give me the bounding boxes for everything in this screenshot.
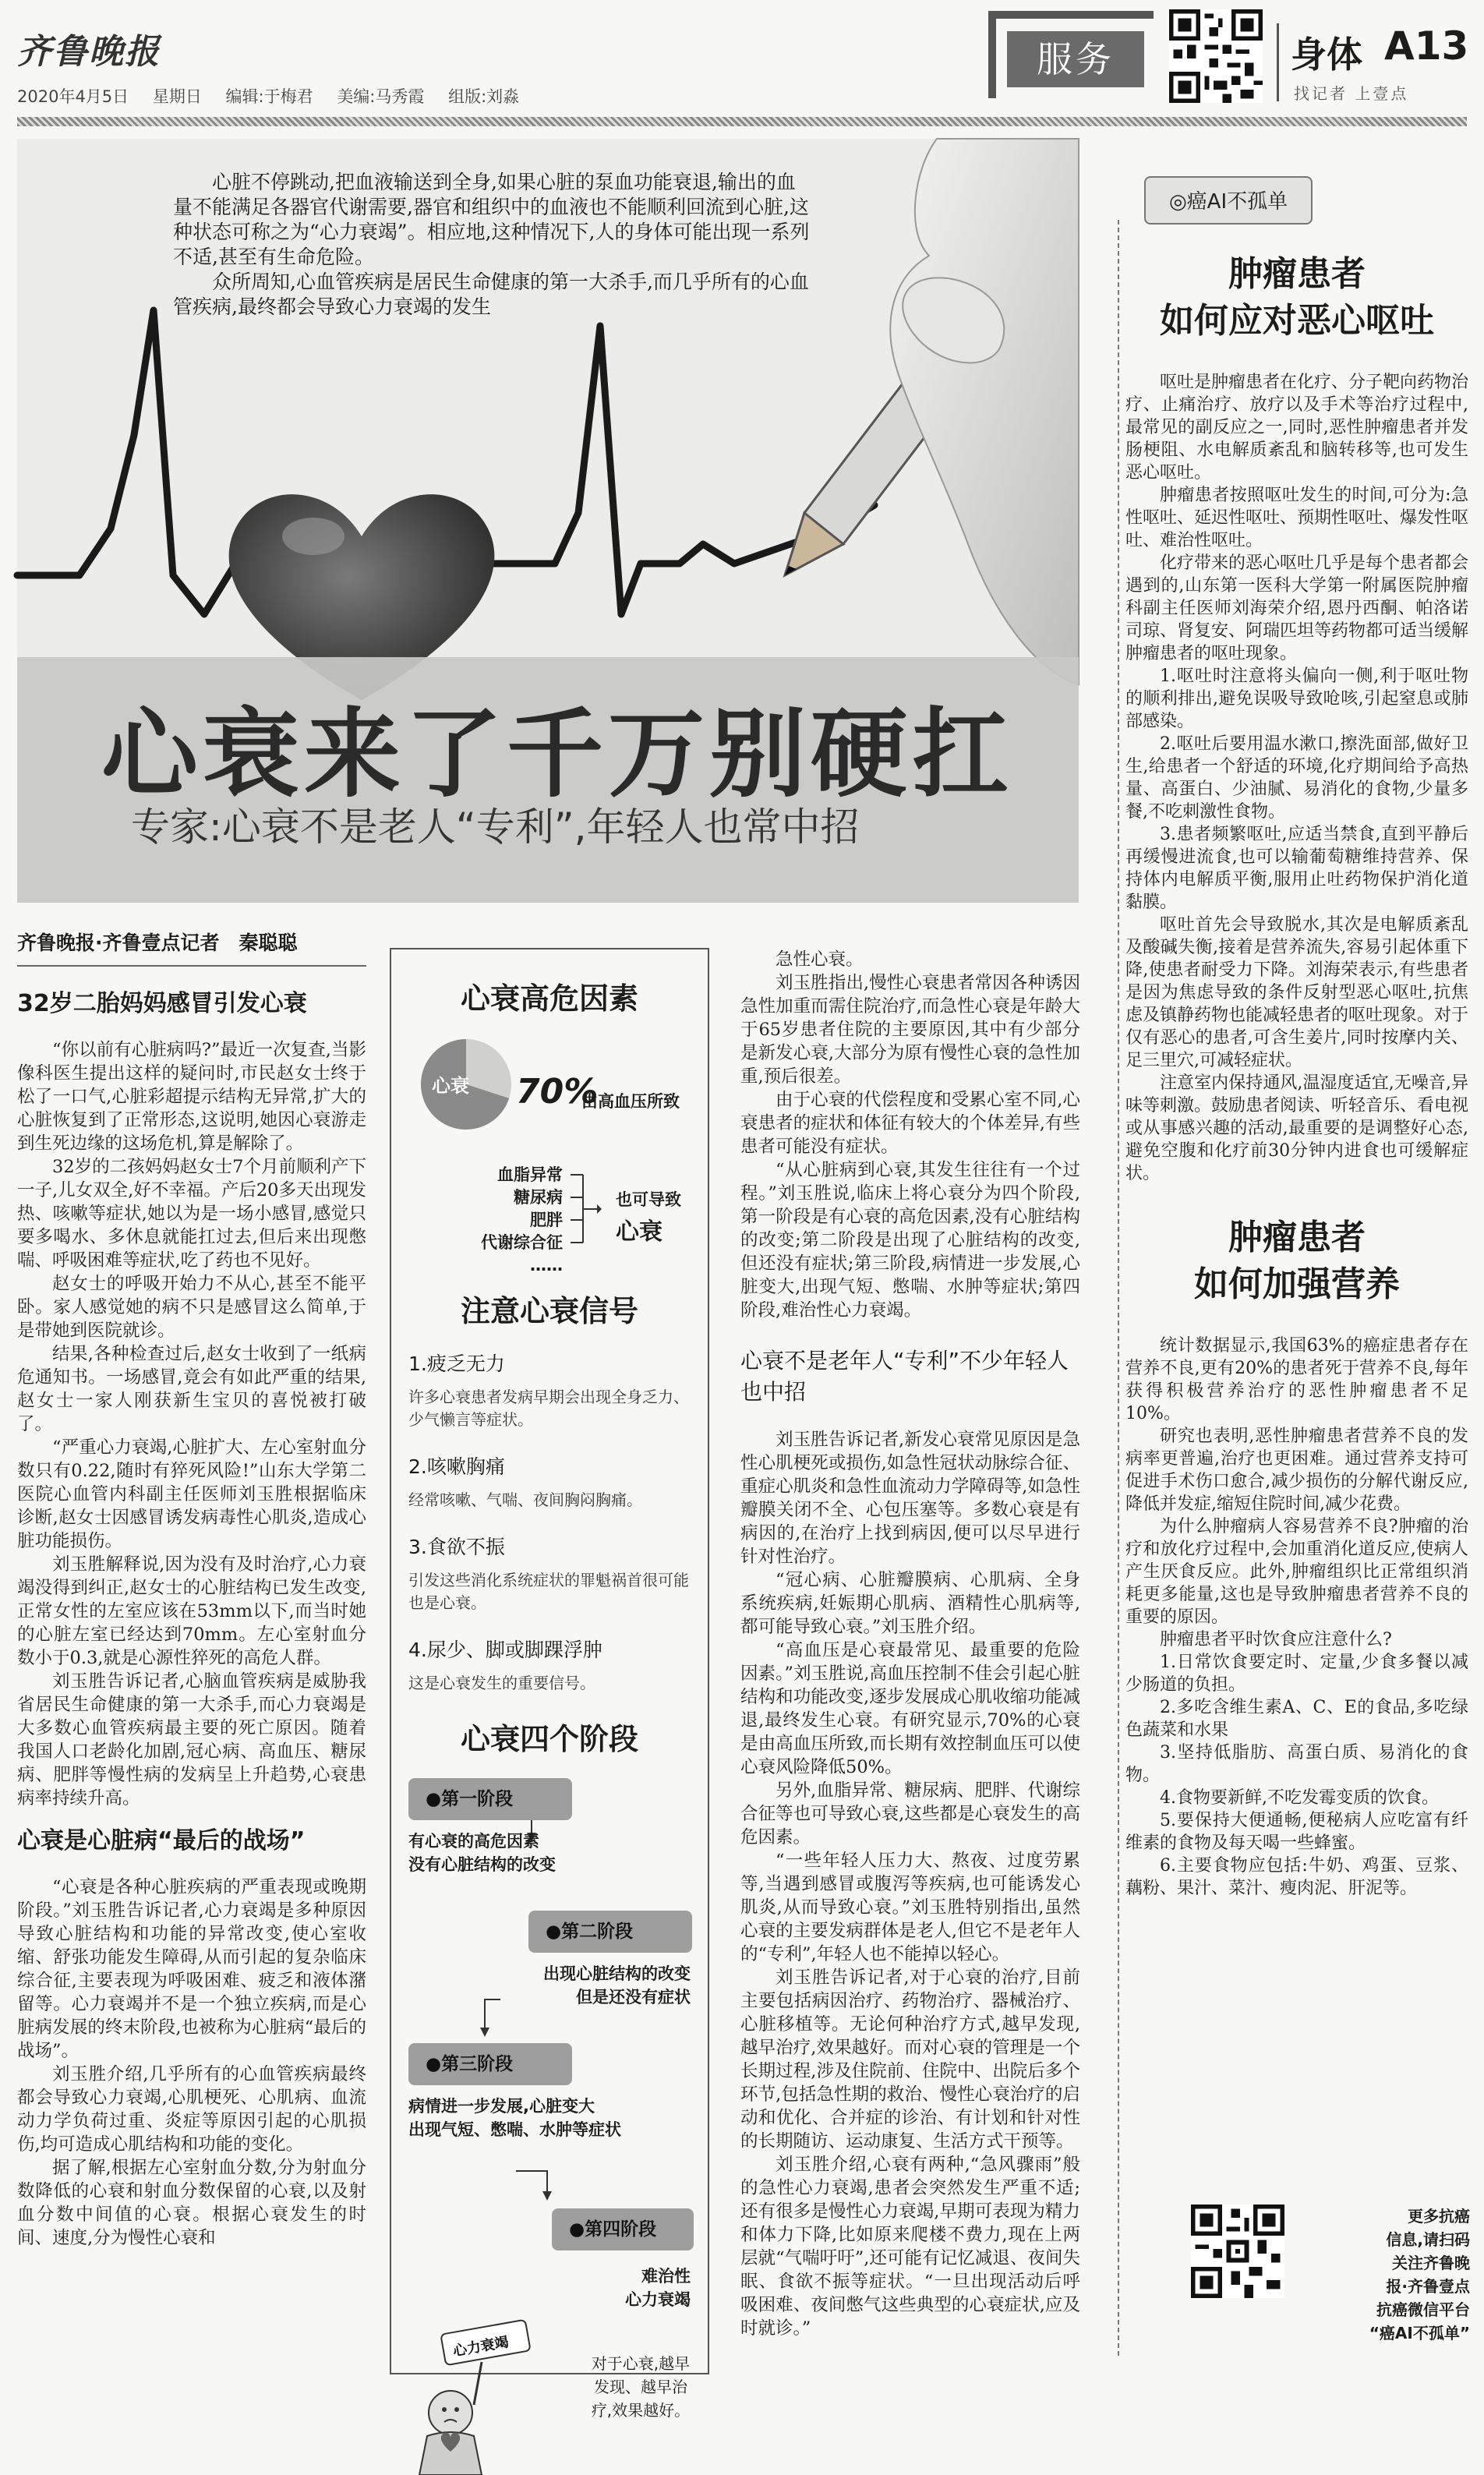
sidebar-body-2: [1125, 1335, 1468, 1900]
stage-4-desc-1: 难治性: [641, 2267, 691, 2286]
infographic-box: [390, 948, 709, 2420]
paragraph: 呕吐首先会导致脱水,其次是电解质紊乱及酸碱失衡,接着是营养流失,容易引起体重下降,使患者耐受力下降。刘海荣表示,有些患者是因为焦虑导致的条件反射型恶心呕吐,抗焦虑及镇静药物也能减轻患者的呕吐现象。对于仅有恶心的患者,可含生姜片,同时按摩内关、足三里穴,可减轻症状。: [1125, 915, 1469, 1070]
paragraph: 3.坚持低脂肪、高蛋白质、易消化的食物。: [1125, 1743, 1468, 1785]
issue-date: 2020年4月5日: [17, 87, 129, 106]
hero-intro-para: 心脏不停跳动,把血液输送到全身,如果心脏的泵血功能衰退,输出的血量不能满足各器官代谢需要,器官和组织中的血液也不能顺利回流到心脏,这种状态可称之为“心力衰竭”。相应地,这种情况下,人的身体可能出现一系列不适,甚至有生命危险。: [173, 171, 810, 268]
editor-credit: 编辑:于梅君: [225, 87, 313, 106]
paragraph: 2.多吃含维生素A、C、E的食品,多吃绿色蔬菜和水果: [1125, 1698, 1468, 1740]
bracket-arrow-icon: [571, 1164, 602, 1281]
promo-text: [1298, 2205, 1470, 2345]
page-section-name: 身体: [1291, 34, 1362, 76]
paragraph: 肿瘤患者按照呕吐发生的时间,可分为:急性呕吐、延迟性呕吐、预期性呕吐、爆发性呕吐、难治性呕吐。: [1125, 486, 1469, 550]
paragraph: 化疗带来的恶心呕吐几乎是每个患者都会遇到的,山东第一医科大学第一附属医院肿瘤科副主任医师刘海荣介绍,恩丹西酮、帕洛诺司琼、肾复安、阿瑞匹坦等药物都可适当缓解肿瘤患者的呕吐现象。: [1125, 553, 1469, 663]
stage-1-pill: ●第一阶段: [408, 1778, 572, 1820]
promo-line: 更多抗癌: [1408, 2207, 1470, 2226]
paragraph: “你以前有心脏病吗?”最近一次复查,当影像科医生提出这样的疑问时,市民赵女士终于松了一口气,心脏彩超提示结构无异常,扩大的心脏恢复到了正常形态,这说明,她因心衰游走到生死边缘的这场危机,算是解除了。: [17, 1040, 366, 1154]
stage-3-pill: ●第三阶段: [408, 2043, 572, 2085]
article-body: [740, 948, 1080, 1322]
main-subheadline: 专家:心衰不是老人“专利”,年轻人也常中招: [131, 804, 860, 850]
wechat-promo: [1191, 2205, 1468, 2360]
promo-line: 报·齐鲁壹点: [1386, 2277, 1470, 2296]
paragraph: “心衰是各种心脏疾病的严重表现或晚期阶段。”刘玉胜告诉记者,心力衰竭是多种原因导致心脏结构和功能的异常改变,使心室收缩、舒张功能发生障碍,从而引起的复杂临床综合征,主要表现为呼吸困难、疲乏和液体潴留等。心力衰竭并不是一个独立疾病,而是心脏病发展的终末阶段,也被称为心脏病“最后的战场”。: [17, 1877, 366, 2061]
paragraph: “严重心力衰竭,心脏扩大、左心室射血分数只有0.22,随时有猝死风险!”山东大学第二医院心血管内科副主任医师刘玉胜根据临床诊断,赵女士因感冒诱发病毒性心肌炎,造成心脏功能损伤。: [17, 1437, 366, 1551]
stage-2-pill: ●第二阶段: [528, 1911, 692, 1953]
stage-1-desc-1: 有心衰的高危因素: [408, 1832, 539, 1851]
warning-sign-item: [391, 1532, 708, 1614]
middle-column: [740, 948, 1080, 2340]
paragraph: 统计数据显示,我国63%的癌症患者存在营养不良,更有20%的患者死于营养不良,每年获得积极营养治疗的恶性肿瘤患者不足10%。: [1125, 1336, 1468, 1423]
hero-intro-para: 众所周知,心血管疾病是居民生命健康的第一大杀手,而几乎所有的心血管疾病,最终都会导致心力衰竭的发生: [173, 270, 809, 318]
promo-line: 信息,请扫码: [1386, 2230, 1470, 2249]
stages-conclusion: 对于心衰,越早发现、越早治疗,效果越好。: [591, 2354, 691, 2420]
byline: 齐鲁晚报·齐鲁壹点记者 秦聪聪: [17, 928, 366, 967]
warning-sign-name: 2.咳嗽胸痛: [408, 1455, 505, 1478]
paragraph: 研究也表明,恶性肿瘤患者营养不良的发病率更普遍,治疗也更困难。通过营养支持可促进手术伤口愈合,减少损伤的分解代谢反应,降低并发症,缩短住院时间,减少花费。: [1125, 1427, 1468, 1514]
masthead: [0, 0, 1484, 133]
paragraph: 赵女士的呼吸开始力不从心,甚至不能平卧。家人感觉她的病不只是感冒这么简单,于是带她到医院就诊。: [17, 1274, 366, 1341]
layout-editor-credit: 组版:刘淼: [448, 87, 520, 106]
paragraph: 3.患者频繁呕吐,应适当禁食,直到平静后再缓慢进流食,也可以输葡萄糖维持营养、保持体内电解质平衡,服用止吐药物保护消化道黏膜。: [1125, 825, 1468, 912]
issue-weekday: 星期日: [152, 87, 202, 106]
paragraph: 刘玉胜告诉记者,心脑血管疾病是威胁我省居民生命健康的第一大杀手,而心力衰竭是大多数心血管疾病最主要的死亡原因。随着我国人口老龄化加剧,冠心病、高血压、糖尿病、肥胖等慢性病的发病呈上升趋势,心衰患病率持续升高。: [17, 1671, 366, 1809]
art-editor-credit: 美编:马秀霞: [337, 87, 425, 106]
warning-sign-desc: 经常咳嗽、气喘、夜间胸闷胸痛。: [408, 1490, 642, 1509]
warning-sign-desc: 这是心衰发生的重要信号。: [408, 1674, 595, 1692]
paragraph: 刘玉胜介绍,几乎所有的心血管疾病最终都会导致心力衰竭,心肌梗死、心肌病、血流动力学负荷过重、炎症等原因引起的心肌损伤,均可造成心肌结构和功能的变化。: [17, 2064, 366, 2155]
paragraph: 1.呕吐时注意将头偏向一侧,利于呕吐物的顺利排出,避免误吸导致呛咳,引起窒息或肺部感染。: [1125, 666, 1468, 731]
headline-line: 肿瘤患者: [1228, 254, 1366, 294]
paragraph: 据了解,根据左心室射血分数,分为射血分数降低的心衰和射血分数保留的心衰,以及射血分数中间值的心衰。根据心衰发生的时间、速度,分为慢性心衰和: [17, 2158, 366, 2248]
warning-sign-desc: 许多心衰患者发病早期会出现全身乏力、少气懒言等症状。: [408, 1388, 689, 1429]
qr-code-icon[interactable]: [1169, 9, 1263, 103]
stage-1-desc-2: 没有心脏结构的改变: [408, 1855, 556, 1874]
risk-factor-item: 血脂异常: [497, 1165, 563, 1184]
warning-sign-item: [391, 1349, 708, 1431]
paragraph: 5.要保持大便通畅,便秘病人应吃富有纤维素的食物及每天喝一些蜂蜜。: [1125, 1811, 1468, 1853]
risk-factor-item: 糖尿病: [514, 1188, 563, 1207]
paper-name: 齐鲁晚报: [17, 32, 161, 72]
article-body: [740, 1428, 1080, 2340]
risk-factors-graphic: [391, 1017, 708, 1275]
warning-signs-list: [391, 1349, 708, 1695]
paragraph: 刘玉胜解释说,因为没有及时治疗,心力衰竭没得到纠正,赵女士的心脏结构已发生改变,正常女性的左室应该在53mm以下,而当时她的心脏左室已经达到70mm。左心室射血分数小于0.3,就是心源性猝死的高危人群。: [17, 1554, 366, 1668]
warning-sign-item: [391, 1635, 708, 1695]
paragraph: 4.食物要新鲜,不吃发霉变质的饮食。: [1160, 1788, 1439, 1808]
qr-code-icon[interactable]: [1191, 2205, 1284, 2298]
left-column: [17, 928, 366, 2250]
paragraph: “冠心病、心脏瓣膜病、心肌病、全身系统疾病,妊娠期心肌病、酒精性心肌病等,都可能导致心衰。”刘玉胜介绍。: [740, 1570, 1080, 1637]
paragraph: 32岁的二孩妈妈赵女士7个月前顺利产下一子,儿女双全,好不幸福。产后20多天出现发热、咳嗽等症状,她以为是一场小感冒,感觉只要多喝水、多休息就能扛过去,但后来出现憋喘、呼吸困难等症状,吃了药也不见好。: [17, 1157, 366, 1271]
column-divider: [1118, 220, 1119, 2356]
main-headline: 心衰来了千万别硬扛: [101, 698, 1014, 811]
stage-2-desc-1: 出现心脏结构的改变: [543, 1964, 691, 1983]
stage-4-desc-2: 心力衰竭: [625, 2290, 691, 2309]
risk-result-label: 也可导致: [616, 1190, 681, 1209]
warning-signs-title: 注意心衰信号: [460, 1294, 638, 1328]
paragraph: “一些年轻人压力大、熬夜、过度劳累等,当遇到感冒或腹泻等疾病,也可能诱发心肌炎,从而导致心衰。”刘玉胜特别指出,虽然心衰的主要发病群体是老人,但它不是老年人的“专利”,年轻人也不能掉以轻心。: [740, 1851, 1080, 1964]
sidebar-body-1: [1125, 371, 1468, 1185]
warning-sign-desc: 引发这些消化系统症状的罪魁祸首很可能也是心衰。: [408, 1571, 689, 1612]
promo-line: “癌AI不孤单”: [1369, 2324, 1470, 2342]
section-tab: 服务: [1007, 31, 1144, 87]
risk-result-value: 心衰: [616, 1218, 662, 1246]
paragraph: 1.日常饮食要定时、定量,少食多餐以减少肠道的负担。: [1125, 1653, 1468, 1695]
paragraph: 由于心衰的代偿程度和受累心室不同,心衰患者的症状和体征有较大的个体差异,有些患者可能没有症状。: [740, 1090, 1080, 1157]
warning-sign-item: [391, 1451, 708, 1512]
sidebar-headline-1: [1125, 251, 1468, 345]
paragraph: 6.主要食物应包括:牛奶、鸡蛋、豆浆、藕粉、果汁、菜汁、瘦肉泥、肝泥等。: [1125, 1856, 1468, 1898]
pie-label: 心衰: [432, 1075, 469, 1097]
stages-flow: [391, 1758, 708, 2475]
section-subhead: 心衰是心脏病“最后的战场”: [17, 1827, 306, 1854]
paragraph: 呕吐是肿瘤患者在化疗、分子靶向药物治疗、止痛治疗、放疗以及手术等治疗过程中,最常见的副反应之一,同时,恶性肿瘤患者并发肠梗阻、水电解质紊乱和脑转移等,也可发生恶心呕吐。: [1125, 373, 1469, 483]
paragraph: 刘玉胜告诉记者,对于心衰的治疗,目前主要包括病因治疗、药物治疗、器械治疗、心脏移植等。无论何种治疗方式,越早发现,越早治疗,效果越好。而对心衰的管理是一个长期过程,涉及住院前、住院中、出院后多个环节,包括急性期的救治、慢性心衰治疗的启动和优化、合并症的诊治、有计划和针对性的长期随访、运动康复、生活方式干预等。: [740, 1968, 1080, 2151]
headline-line: 如何加强营养: [1194, 1264, 1400, 1304]
stages-title: 心衰四个阶段: [460, 1722, 638, 1756]
paragraph: 为什么肿瘤病人容易营养不良?肿瘤的治疗和放化疗过程中,会加重消化道反应,使病人产生厌食反应。此外,肿瘤组织比正常组织消耗更多能量,这也是导致肿瘤患者营养不良的重要的原因。: [1125, 1517, 1468, 1627]
paragraph: 另外,血脂异常、糖尿病、肥胖、代谢综合征等也可导致心衰,这些都是心衰发生的高危因素。: [740, 1780, 1080, 1847]
risk-factor-list: [422, 1164, 563, 1277]
column-tag: ◎癌AI不孤单: [1144, 176, 1313, 225]
paragraph: 刘玉胜指出,慢性心衰患者常因各种诱因急性加重而需住院治疗,而急性心衰是年龄大于65岁患者住院的主要原因,其中有少部分是新发心衰,大部分为原有慢性心衰的急性加重,预后很差。: [740, 973, 1080, 1087]
paragraph: 刘玉胜介绍,心衰有两种,“急风骤雨”般的急性心力衰竭,患者会突然发生严重不适;还有很多是慢性心力衰竭,早期可表现为精力和体力下降,比如原来爬楼不费力,现在上两层就“气喘吁吁”,还可能有记忆减退、夜间失眠、食欲不振等症状。“一旦出现活动后呼吸困难、夜间憋气这些典型的心衰症状,应及时就诊。”: [740, 2155, 1080, 2339]
stage-3-desc-1: 病情进一步发展,心脏变大: [408, 2097, 595, 2116]
paragraph: 注意室内保持通风,温湿度适宜,无噪音,异味等刺激。鼓励患者阅读、听轻音乐、看电视或从事感兴趣的活动,最重要的是调整好心态,避免空腹和化疗前30分钟内进食也可缓解症状。: [1125, 1073, 1469, 1183]
paragraph: “从心脏病到心衰,其发生往往有一个过程。”刘玉胜说,临床上将心衰分为四个阶段,第一阶段是有心衰的高危因素,没有心脏结构的改变;第二阶段是出现了心脏结构的改变,但还没有症状;第三阶段,病情进一步发展,心脏变大,出现气短、憋喘、水肿等症状;第四阶段,难治性心力衰竭。: [740, 1160, 1080, 1321]
reporter-credit: 找记者 上壹点: [1294, 84, 1409, 103]
warning-sign-name: 3.食欲不振: [408, 1536, 505, 1558]
page-divider: [1277, 23, 1279, 101]
headline-line: 肿瘤患者: [1228, 1218, 1366, 1257]
paragraph: 结果,各种检查过后,赵女士收到了一纸病危通知书。一场感冒,竟会有如此严重的结果,赵女士一家人刚获新生宝贝的喜悦被打破了。: [17, 1344, 366, 1434]
section-subhead: 心衰不是老年人“专利”不少年轻人也中招: [740, 1348, 1069, 1405]
paragraph: 2.呕吐后要用温水漱口,擦洗面部,做好卫生,给患者一个舒适的环境,化疗期间给予高热量、高蛋白、少油腻、易消化的食物,少量多餐,不吃刺激性食物。: [1125, 734, 1468, 822]
risk-factors-title: 心衰高危因素: [460, 981, 638, 1016]
risk-factor-item: 肥胖: [530, 1211, 563, 1229]
promo-line: 抗癌微信平台: [1376, 2300, 1470, 2319]
risk-factor-item: 代谢综合征: [481, 1233, 563, 1252]
risk-factor-item: ……: [530, 1256, 563, 1275]
section-subhead: 32岁二胎妈妈感冒引发心衰: [17, 990, 307, 1017]
warning-sign-name: 1.疲乏无力: [408, 1352, 505, 1375]
header-rule: [17, 117, 1467, 126]
sidebar-headline-2: [1125, 1215, 1468, 1308]
paragraph: 急性心衰。: [776, 949, 864, 970]
paragraph: 肿瘤患者平时饮食应注意什么?: [1160, 1630, 1392, 1649]
header-meta: [17, 84, 538, 108]
right-column: [1125, 176, 1468, 1900]
hero-intro: [173, 170, 812, 320]
headline-line: 如何应对恶心呕吐: [1160, 301, 1434, 341]
promo-line: 关注齐鲁晚: [1392, 2254, 1470, 2272]
hero-banner: [17, 139, 1079, 903]
pie-description: 由高血压所致: [581, 1092, 680, 1111]
stage-2-desc-2: 但是还没有症状: [576, 1988, 691, 2007]
warning-sign-name: 4.尿少、脚或脚踝浮肿: [408, 1639, 602, 1661]
stage-3-desc-2: 出现气短、憋喘、水肿等症状: [408, 2120, 621, 2139]
pie-percent: 70%: [516, 1072, 599, 1112]
article-body: [17, 1876, 366, 2250]
figure-sign-text: 心力衰竭: [451, 2334, 511, 2360]
paragraph: 刘玉胜告诉记者,新发心衰常见原因是急性心肌梗死或损伤,如急性冠状动脉综合征、重症心肌炎和急性血流动力学障碍等,如急性瓣膜关闭不全、心包压塞等。多数心衰是有病因的,在治疗上找到病因,便可以尽早进行针对性治疗。: [740, 1430, 1080, 1567]
stage-4-pill: ●第四阶段: [552, 2208, 694, 2250]
page-number: A13: [1384, 23, 1469, 69]
article-body: [17, 1038, 366, 1810]
paragraph: “高血压是心衰最常见、最重要的危险因素。”刘玉胜说,高血压控制不佳会引起心脏结构和功能改变,逐步发展成心肌收缩功能减退,最终发生心衰。有研究显示,70%的心衰是由高血压所致,而长期有效控制血压可以使心衰风险降低50%。: [740, 1640, 1080, 1777]
patient-figure-icon: [396, 2319, 536, 2475]
